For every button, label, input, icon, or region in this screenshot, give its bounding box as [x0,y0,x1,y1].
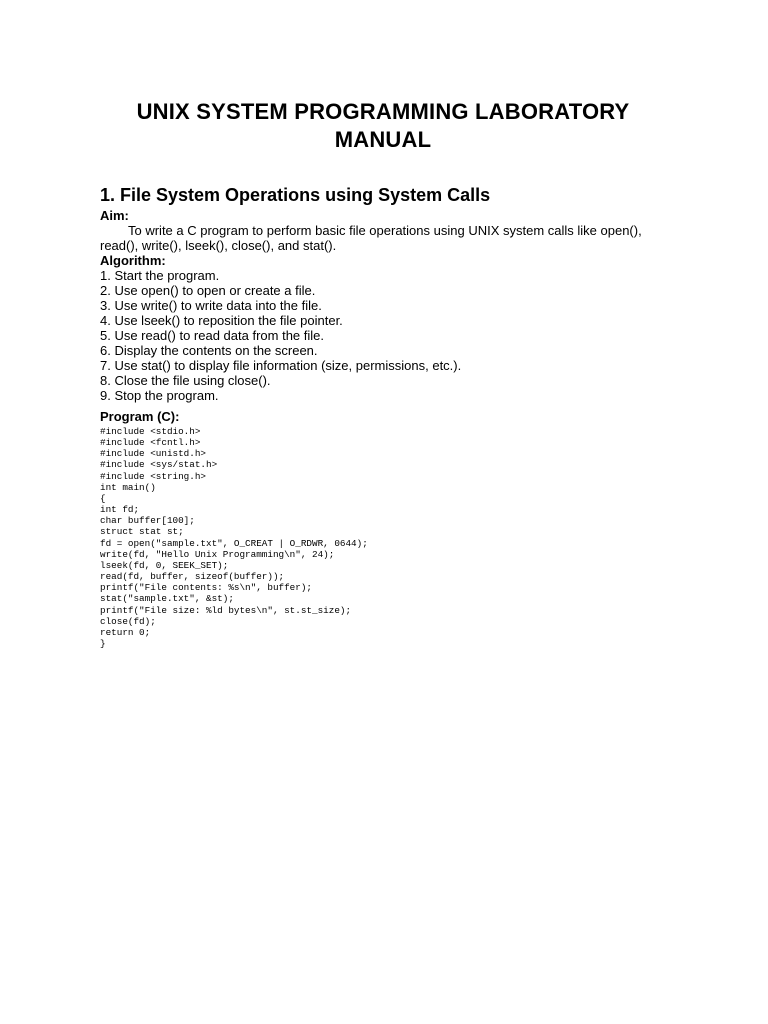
aim-text: To write a C program to perform basic file operations using UNIX system calls like open(), read(), write(), lseek(), close(), and stat(). [100,223,642,253]
section-heading: 1. File System Operations using System Calls [100,185,491,205]
code-line: int main() [100,481,156,493]
code-line: return 0; [100,626,151,638]
code-line: #include <string.h> [100,470,207,482]
code-line: #include <sys/stat.h> [100,459,218,471]
code-line: lseek(fd, 0, SEEK_SET); [100,559,229,571]
algorithm-step: 8. Close the file using close(). [100,373,271,388]
section-body [100,208,660,403]
code-block [100,426,368,649]
aim-label: Aim: [100,208,129,223]
code-line: stat("sample.txt", &st); [100,593,234,605]
algorithm-step: 4. Use lseek() to reposition the file pointer. [100,313,343,328]
code-line: write(fd, "Hello Unix Programming\n", 24); [100,548,335,560]
code-line: read(fd, buffer, sizeof(buffer)); [100,571,285,583]
algorithm-step: 3. Use write() to write data into the file. [100,298,322,313]
code-line: #include <unistd.h> [100,448,207,460]
algorithm-step: 1. Start the program. [100,268,220,283]
algorithm-label: Algorithm: [100,253,166,268]
document-title-line-2: MANUAL [334,127,432,152]
document-title-line-1: UNIX SYSTEM PROGRAMMING LABORATORY [136,99,630,124]
code-line: { [100,492,106,504]
code-line: printf("File contents: %s\n", buffer); [100,582,313,594]
code-line: close(fd); [100,615,156,627]
program-label: Program (C): [100,409,180,424]
algorithm-step: 7. Use stat() to display file information (size, permissions, etc.). [100,358,462,373]
document-title [100,98,666,154]
algorithm-step: 5. Use read() to read data from the file. [100,328,324,343]
code-line: fd = open("sample.txt", O_CREAT | O_RDWR, 0644); [100,537,368,549]
algorithm-step: 9. Stop the program. [100,388,219,403]
code-line: printf("File size: %ld bytes\n", st.st_size); [100,604,352,616]
code-line: #include <stdio.h> [100,426,201,437]
code-line: struct stat st; [100,526,184,538]
algorithm-steps [100,268,660,403]
code-line: } [100,637,106,649]
algorithm-step: 6. Display the contents on the screen. [100,343,318,358]
code-line: #include <fcntl.h> [100,437,201,449]
code-line: int fd; [100,504,140,516]
code-line: char buffer[100]; [100,515,195,527]
algorithm-step: 2. Use open() to open or create a file. [100,283,316,298]
